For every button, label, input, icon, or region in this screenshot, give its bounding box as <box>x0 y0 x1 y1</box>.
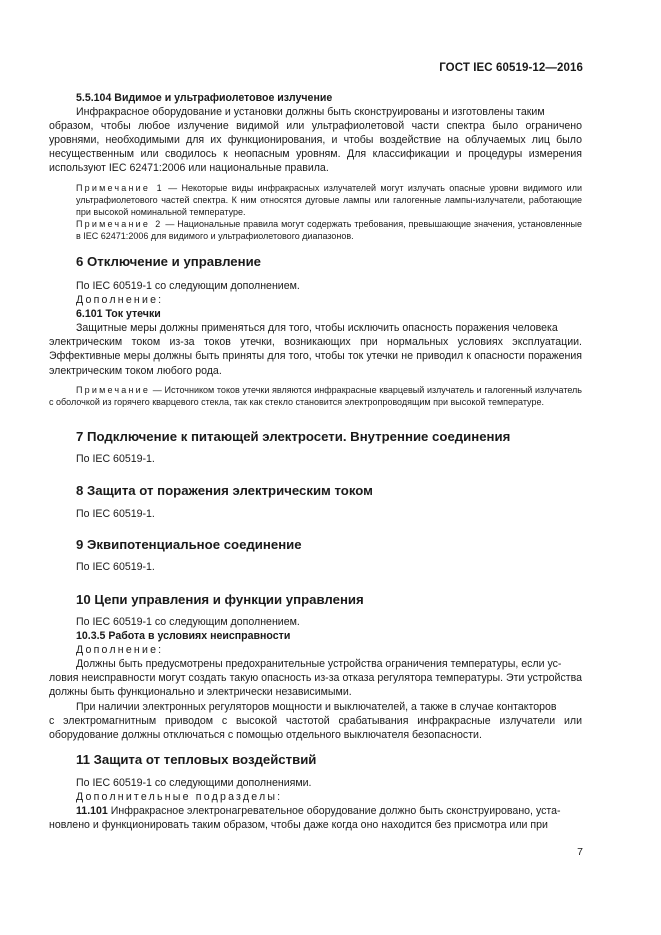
section-title: 9 Эквипотенциальное соединение <box>76 537 302 552</box>
reference-line: По IEC 60519-1. <box>76 561 155 573</box>
paragraph-first-line: 11.101 Инфракрасное электронагревательное оборудование должно быть сконструировано, уста- <box>76 805 561 818</box>
paragraph: с электромагнитным приводом с высокой частотой срабатывания инфракрасные излучатели или оборудование должны отключаться с помощью отдельного выключателя безопасности. <box>49 714 582 741</box>
reference-line: По IEC 60519-1. <box>76 453 155 465</box>
note: Примечание — Источником токов утечки являются инфракрасные кварцевый излучатель и галогенный излучатель с оболочкой из горячего кварцевого стекла, так как стекло становится электропроводящим при высокой температуре. <box>49 384 582 407</box>
section-7 <box>76 429 582 466</box>
note-1: Примечание 1 — Некоторые виды инфракрасных излучателей могут излучать опасные уровни видимого или ультрафиолетового частей спектра. К ним относятся дуговые лампы или галогенные лампы-излучатели, работающие при высокой номинальной температуре. <box>76 182 582 217</box>
paragraph-first-line: Защитные меры должны применяться для того, чтобы исключить опасность поражения человека <box>76 322 558 335</box>
paragraph-first-line: При наличии электронных регуляторов мощности и выключателей, а также в случае контакторов <box>76 700 557 713</box>
subsection-title: 10.3.5 Работа в условиях неисправности <box>76 630 291 643</box>
addition-label: Дополнительные подразделы: <box>76 791 283 804</box>
section-title: 10 Цепи управления и функции управления <box>76 592 364 607</box>
reference-line: По IEC 60519-1 со следующими дополнениями. <box>76 777 312 789</box>
standard-code: ГОСТ IEC 60519-12—2016 <box>439 62 583 74</box>
section-title: 11 Защита от тепловых воздействий <box>76 752 317 767</box>
section-6 <box>49 254 582 408</box>
reference-line: По IEC 60519-1. <box>76 508 155 520</box>
section-title: 7 Подключение к питающей электросети. Внутренние соединения <box>76 429 511 444</box>
paragraph: ловия неисправности могут создать такую опасность из-за отказа регулятора температуры. Эти устройства должны быть функционально и электрически независимыми. <box>49 672 582 699</box>
note-2: Примечание 2 — Национальные правила могут содержать требования, превышающие значения, установленные в IEC 62471:2006 для видимого и ультрафиолетового диапазонов. <box>76 218 583 241</box>
section-8 <box>76 483 582 521</box>
addition-label: Дополнение: <box>76 644 164 657</box>
section-title: 6 Отключение и управление <box>76 254 262 269</box>
section-title: 8 Защита от поражения электрическим током <box>76 483 373 498</box>
addition-label: Дополнение: <box>76 294 164 307</box>
subsection-title: 5.5.104 Видимое и ультрафиолетовое излучение <box>76 92 333 104</box>
section-11 <box>49 752 582 832</box>
paragraph: образом, чтобы любое излучение видимой или ультрафиолетовой части спектра было ограничено уровнями, необходимыми для их функционирования, и чтобы воздействие на облучаемых лиц было несущественным или сводилось к неопасным уровням. Для классификации и процедуры измерения используют IEC 62471:2006 или национальные правила. <box>49 120 582 175</box>
paragraph: электрическим током из-за токов утечки, возникающих при нормальных условиях эксплуатации. Эффективные меры должны быть приняты для того, чтобы ток утечки не приводил к опасности поражения электрическим током любого рода. <box>49 336 582 377</box>
page-number: 7 <box>577 846 583 858</box>
reference-line: По IEC 60519-1 со следующим дополнением. <box>76 616 300 628</box>
section-10 <box>49 592 582 742</box>
subsection-title: 6.101 Ток утечки <box>76 308 161 321</box>
paragraph-first-line: Должны быть предусмотрены предохранительные устройства ограничения температуры, если ус- <box>76 658 562 671</box>
section-5-5-104 <box>49 91 583 242</box>
reference-line: По IEC 60519-1 со следующим дополнением. <box>76 280 300 292</box>
section-9 <box>76 537 582 574</box>
paragraph-first-line: Инфракрасное оборудование и установки должны быть сконструированы и изготовлены таким <box>76 106 545 119</box>
paragraph: новлено и функционировать таким образом, чтобы даже когда оно находится без присмотра или при <box>49 819 548 832</box>
